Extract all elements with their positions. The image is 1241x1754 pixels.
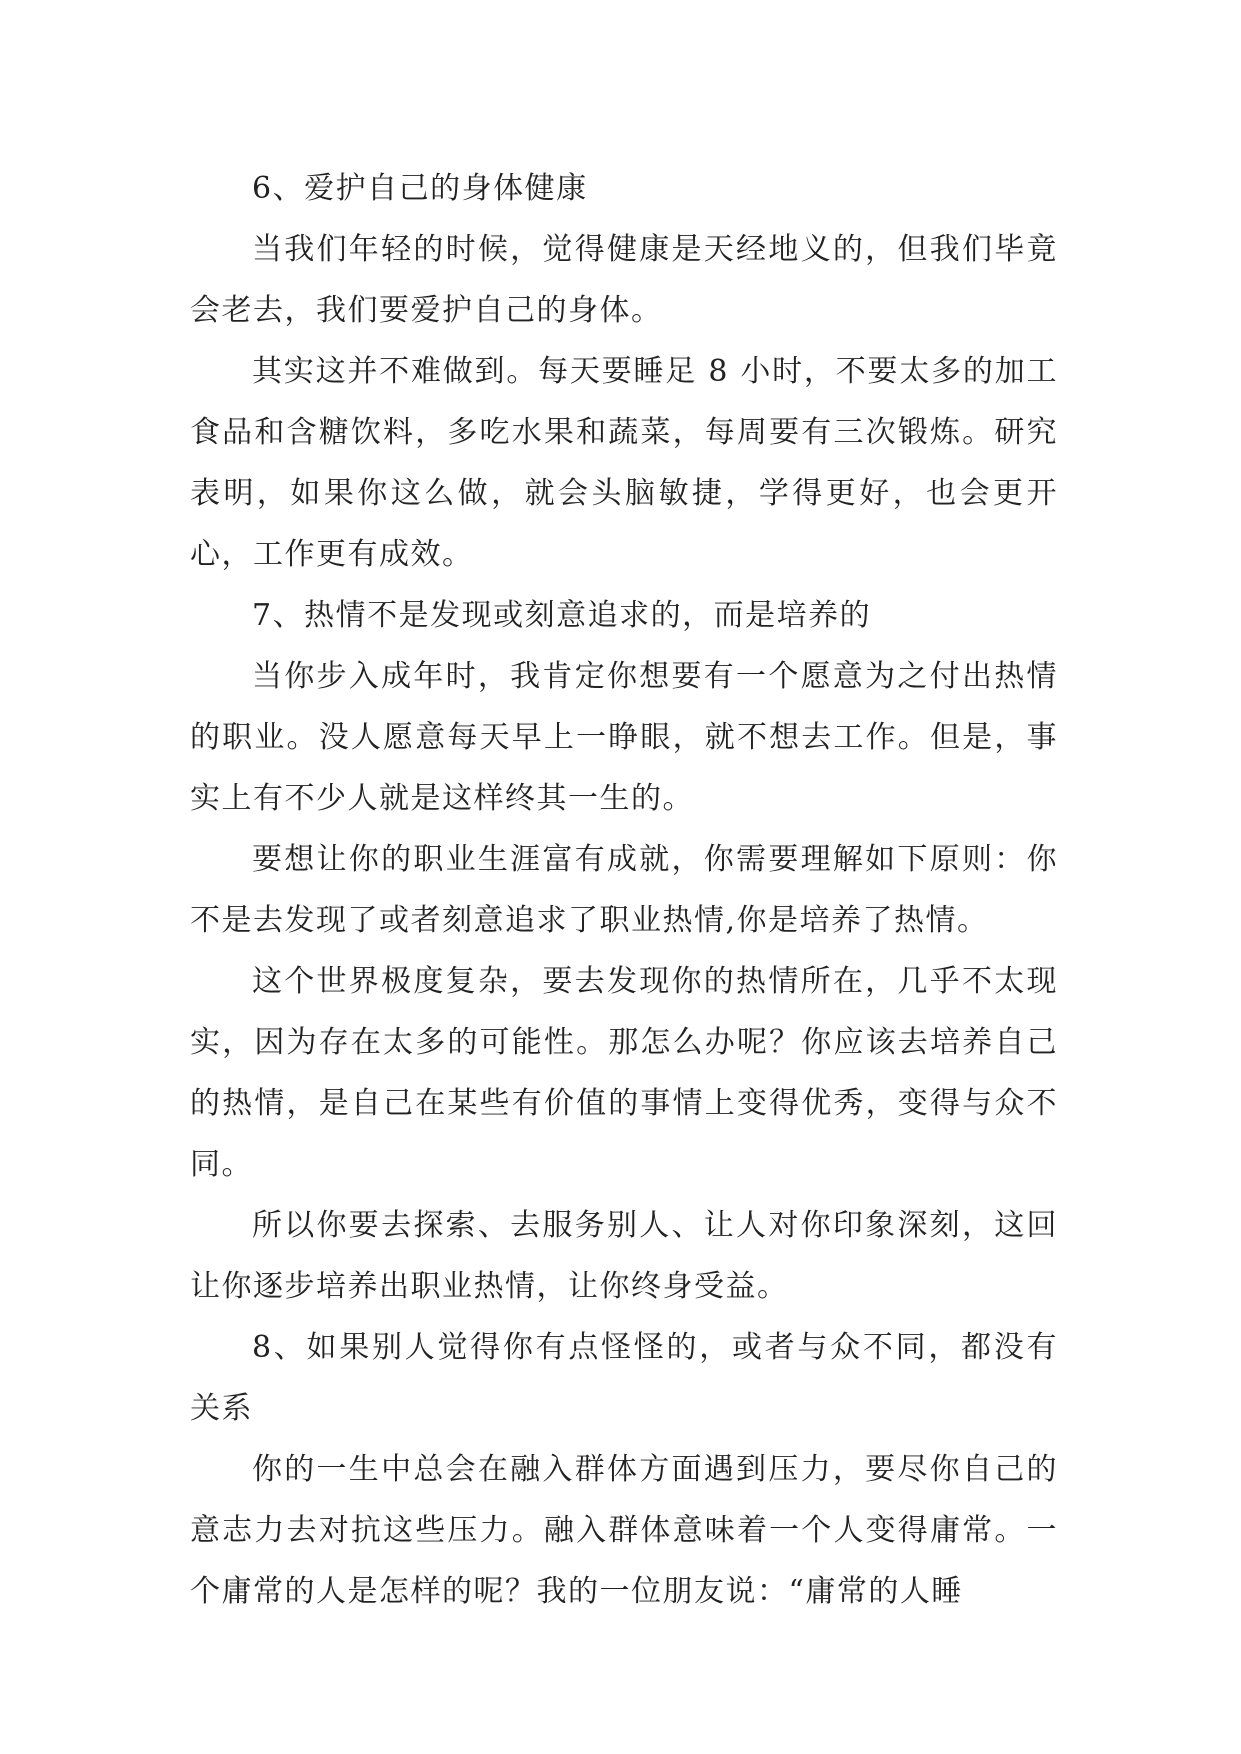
document-body bbox=[190, 158, 1058, 1622]
paragraph: 你的一生中总会在融入群体方面遇到压力，要尽你自己的意志力去对抗这些压力。融入群体意味着一个人变得庸常。一个庸常的人是怎样的呢？我的一位朋友说：“庸常的人睡 bbox=[190, 1452, 1058, 1609]
paragraph: 当你步入成年时，我肯定你想要有一个愿意为之付出热情的职业。没人愿意每天早上一睁眼，就不想去工作。但是，事实上有不少人就是这样终其一生的。 bbox=[190, 659, 1058, 816]
paragraph: 这个世界极度复杂，要去发现你的热情所在，几乎不太现实，因为存在太多的可能性。那怎么办呢？你应该去培养自己的热情，是自己在某些有价值的事情上变得优秀，变得与众不同。 bbox=[190, 964, 1058, 1182]
paragraph: 其实这并不难做到。每天要睡足 8 小时，不要太多的加工食品和含糖饮料，多吃水果和蔬菜，每周要有三次锻炼。研究表明，如果你这么做，就会头脑敏捷，学得更好，也会更开心，工作更有成效。 bbox=[190, 354, 1058, 572]
paragraph: 当我们年轻的时候，觉得健康是天经地义的，但我们毕竟会老去，我们要爱护自己的身体。 bbox=[190, 232, 1058, 328]
paragraph: 所以你要去探索、去服务别人、让人对你印象深刻，这回让你逐步培养出职业热情，让你终身受益。 bbox=[190, 1208, 1058, 1304]
heading-8: 8、如果别人觉得你有点怪怪的，或者与众不同，都没有关系 bbox=[190, 1330, 1058, 1426]
heading-7: 7、热情不是发现或刻意追求的，而是培养的 bbox=[252, 598, 872, 633]
paragraph: 要想让你的职业生涯富有成就，你需要理解如下原则：你不是去发现了或者刻意追求了职业热情,你是培养了热情。 bbox=[190, 842, 1058, 938]
heading-6: 6、爱护自己的身体健康 bbox=[252, 171, 588, 206]
